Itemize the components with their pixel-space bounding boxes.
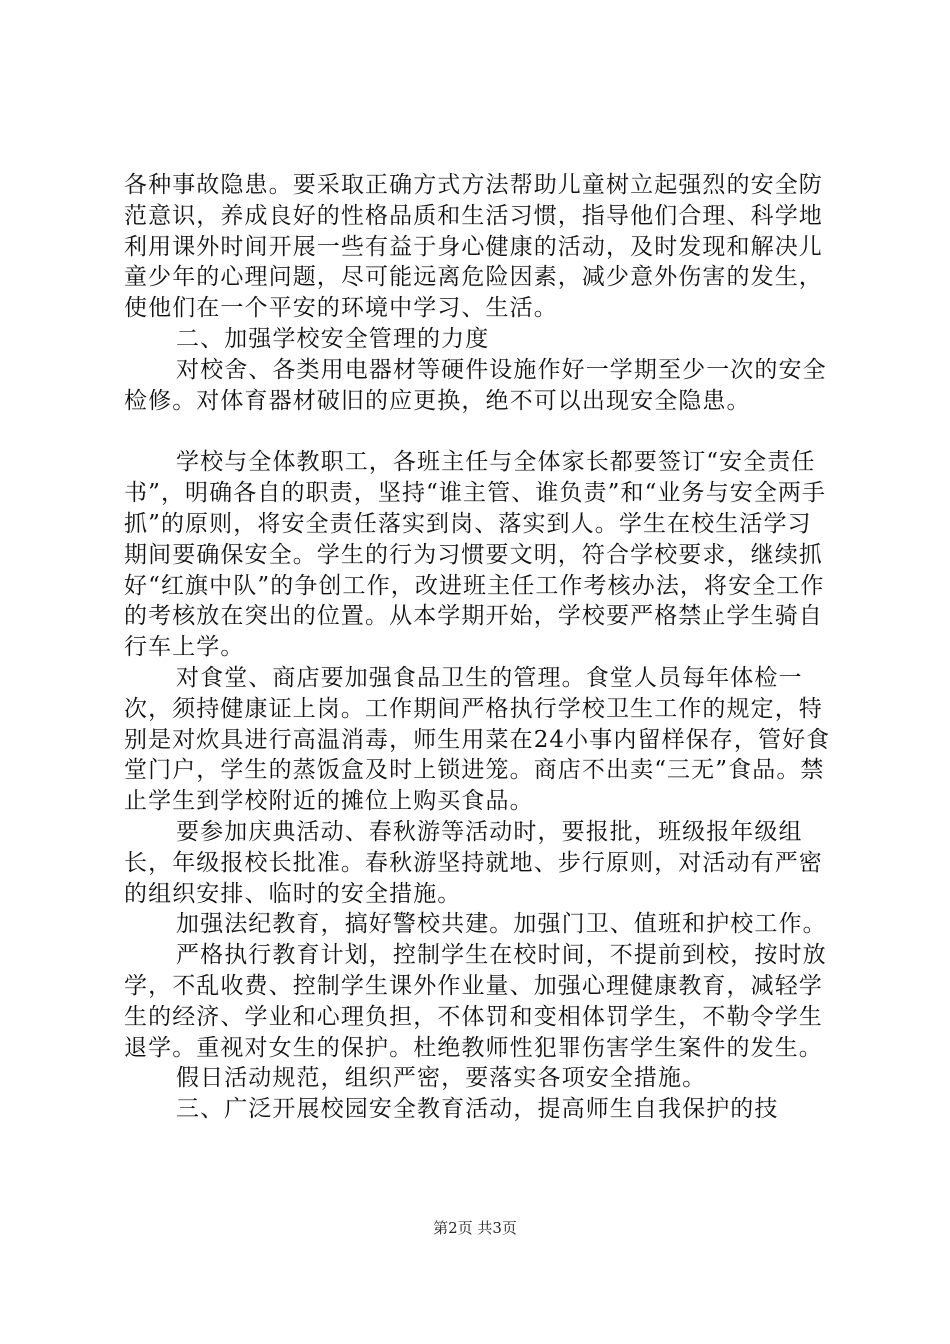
paragraph-food-hygiene: 对食堂、商店要加强食品卫生的管理。食堂人员每年体检一次，须持健康证上岗。工作期间严格执行学校卫生工作的规定，特别是对炊具进行高温消毒，师生用菜在24小事内留样保存，管好食堂门户，学生的蒸饭盒及时上锁进笼。商店不出卖“三无”食品。禁止学生到学校附近的摊位上购买食品。 (124, 664, 831, 815)
paragraph-continuation: 各种事故隐患。要采取正确方式方法帮助儿童树立起强烈的安全防范意识，养成良好的性格品质和生活习惯，指导他们合理、科学地利用课外时间开展一些有益于身心健康的活动，及时发现和解决儿童少年的心理问题，尽可能远离危险因素，减少意外伤害的发生，使他们在一个平安的环境中学习、生活。 (124, 172, 823, 322)
document-body (124, 170, 834, 1125)
paragraph-responsibility: 学校与全体教职工，各班主任与全体家长都要签订“安全责任书”，明确各自的职责，坚持“谁主管、谁负责”和“业务与安全两手抓”的原则，将安全责任落实到岗、落实到人。学生在校生活学习期间要确保安全。学生的行为习惯要文明，符合学校要求，继续抓好“红旗中队”的争创工作，改进班主任工作考核办法，将安全工作的考核放在突出的位置。从本学期开始，学校要严格禁止学生骑自行车上学。 (124, 449, 827, 661)
section-heading-2: 二、加强学校安全管理的力度 (176, 325, 490, 352)
paragraph-activities: 要参加庆典活动、春秋游等活动时，要报批，班级报年级组长，年级报校长批准。春秋游坚持就地、步行原则，对活动有严密的组织安排、临时的安全措施。 (124, 818, 823, 907)
paragraph-legal-education: 加强法纪教育，搞好警校共建。加强门卫、值班和护校工作。 (176, 911, 827, 938)
paragraph-facility-inspection: 对校舍、各类用电器材等硬件设施作好一学期至少一次的安全检修。对体育器材破旧的应更换，绝不可以出现安全隐患。 (124, 356, 827, 414)
paragraph-education-plan: 严格执行教育计划，控制学生在校时间，不提前到校，按时放学，不乱收费、控制学生课外作业量、加强心理健康教育，减轻学生的经济、学业和心理负担，不体罚和变相体罚学生，不勒令学生退学。重视对女生的保护。杜绝教师性犯罪伤害学生案件的发生。 (124, 942, 827, 1061)
paragraph-holiday: 假日活动规范，组织严密，要落实各项安全措施。 (176, 1065, 707, 1092)
page-number: 第2页 共3页 (433, 1219, 517, 1237)
section-heading-3: 三、广泛开展校园安全教育活动，提高师生自我保护的技 (176, 1096, 779, 1123)
blank-line (124, 416, 834, 447)
